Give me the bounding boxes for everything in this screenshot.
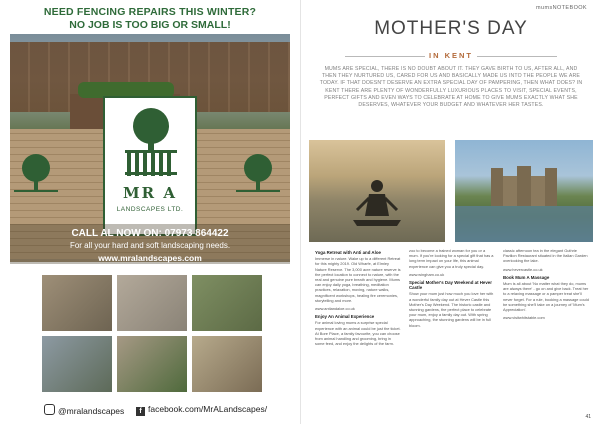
website-link[interactable]: www.mralandscapes.com bbox=[98, 253, 202, 263]
tree-icon-right bbox=[236, 152, 280, 194]
column-text: classic afternoon tea in the elegant Guthrie Pavilion Restaurant situated in the Italian Garden overlooking the lake. bbox=[503, 248, 588, 264]
phone-callout: CALL AL NOW ON: 07973 864422 bbox=[71, 228, 229, 239]
column-text: Immerse in nature. Wake up to a different Retreat for this mighty 2019. Old Wharfe, at Elmley Nature Reserve. The 3,000 acre nature reserve is the perfect location to connect to nature, with the real and genuine pure breath and hygiene. Mums can enjoy daily yoga, breathing, meditation practices, relaxation, moving, nature walks, magnificent workshops, healing fire ceremonies, storytelling and more. bbox=[315, 256, 401, 303]
social-links bbox=[10, 404, 290, 418]
tree-gate-icon bbox=[123, 106, 179, 178]
article-intro: MUMS ARE SPECIAL, THERE IS NO DOUBT ABOUT IT. THEY GAVE BIRTH TO US, AFTER ALL, AND THEN THEY NURTURED US, CARED FOR US AND BASICALLY MADE US INTO THE PEOPLE WE ARE TODAY. IF THAT DOESN'T DESERVE AN EXTRA SPECIAL DAY OF PAMPERING, THEN WHAT DOES? IN KENT THERE ARE PLENTY OF WONDERFULLY LUXURIOUS PLACES TO VISIT, SPECIAL EVENTS, PERFECT GIFTS AND EVEN WAYS TO CELEBRATE AT HOME TO GIVE MUMS EXACTLY WHAT SHE DESERVES, WHATEVER YOUR BUDGET AND WHATEVER HER TASTES. bbox=[319, 66, 583, 109]
article-column-2 bbox=[409, 248, 495, 331]
column-link[interactable]: www.hevercastle.co.uk bbox=[503, 266, 543, 272]
article-column-1 bbox=[315, 248, 401, 349]
column-heading: Special Mother's Day Weekend at Hever Castle bbox=[409, 280, 492, 291]
facebook-link[interactable]: facebook.com/MrALandscapes/ bbox=[148, 404, 268, 414]
article-column-3 bbox=[503, 248, 589, 323]
project-photo-grid bbox=[42, 275, 262, 393]
project-photo-2 bbox=[117, 275, 187, 331]
column-heading: Yoga Retreat with Anti and Aloe bbox=[315, 250, 381, 255]
column-heading: Book Mum A Massage bbox=[503, 274, 550, 280]
logo-name: MR A bbox=[123, 184, 177, 202]
column-link[interactable]: www.wingham.co.uk bbox=[409, 271, 445, 277]
project-photo-6 bbox=[192, 336, 262, 392]
tree-icon-left bbox=[14, 152, 58, 194]
column-link[interactable]: www.visitwhitstable.com bbox=[503, 315, 545, 321]
column-heading: Enjoy An Animal Experience bbox=[315, 314, 375, 320]
yoga-photo bbox=[309, 140, 445, 242]
facebook-icon: f bbox=[136, 407, 145, 416]
project-photo-1 bbox=[42, 275, 112, 331]
article-title: MOTHER'S DAY bbox=[374, 18, 528, 39]
instagram-handle[interactable]: @mralandscapes bbox=[58, 406, 125, 416]
castle-icon bbox=[455, 140, 593, 242]
project-photo-5 bbox=[117, 336, 187, 392]
services-tagline: For all your hard and soft landscaping needs. bbox=[69, 241, 231, 250]
article-page bbox=[300, 0, 600, 424]
article-subtitle: IN KENT bbox=[429, 51, 473, 60]
ad-headline-1: NEED FENCING REPAIRS THIS WINTER? bbox=[43, 6, 257, 18]
column-text: Mum is all about 'No matter what they do, mums are always there' - go on and give back. Treat her to a relaxing massage or a pamper treat she'll never forget. For a rule, booking a massage could be something she'll take on a journey of 'Mum's Appreciation'. bbox=[503, 281, 589, 313]
column-text: zoo to become a trained woman for you or a mum. If you're looking for a special gift that has a long term impact on your life, this animal experience can give you a truly special day. bbox=[409, 248, 494, 269]
instagram-icon bbox=[44, 404, 55, 415]
meditating-figure-icon bbox=[309, 140, 445, 242]
project-photo-3 bbox=[192, 275, 262, 331]
column-link[interactable]: www.antiandaloe.co.uk bbox=[315, 306, 355, 312]
section-folio: mumsNOTEBOOK bbox=[536, 5, 587, 11]
company-logo bbox=[103, 96, 197, 236]
hever-castle-photo bbox=[455, 140, 593, 242]
column-text: Show your mum just how much you love her with a wonderful family day out at Hever Castle this Mother's Day Weekend. The historic castle and stunning gardens, the perfect place to celebrate your mum, enjoy a family day out. With spring approaching, the stunning gardens will be in full bloom. bbox=[409, 291, 494, 328]
page-number: 41 bbox=[585, 414, 591, 420]
ad-headline-2: NO JOB IS TOO BIG OR SMALL! bbox=[69, 19, 231, 31]
project-photo-4 bbox=[42, 336, 112, 392]
logo-subtitle: LANDSCAPES LTD. bbox=[116, 206, 184, 213]
column-text: For animal loving mums a surprise special experience with an animal could be just the ticket. At Bore Place, a family favourite, you can choose from animal handling and grooming, bring in some feed, and enjoy the delights of the farm. bbox=[315, 320, 401, 347]
